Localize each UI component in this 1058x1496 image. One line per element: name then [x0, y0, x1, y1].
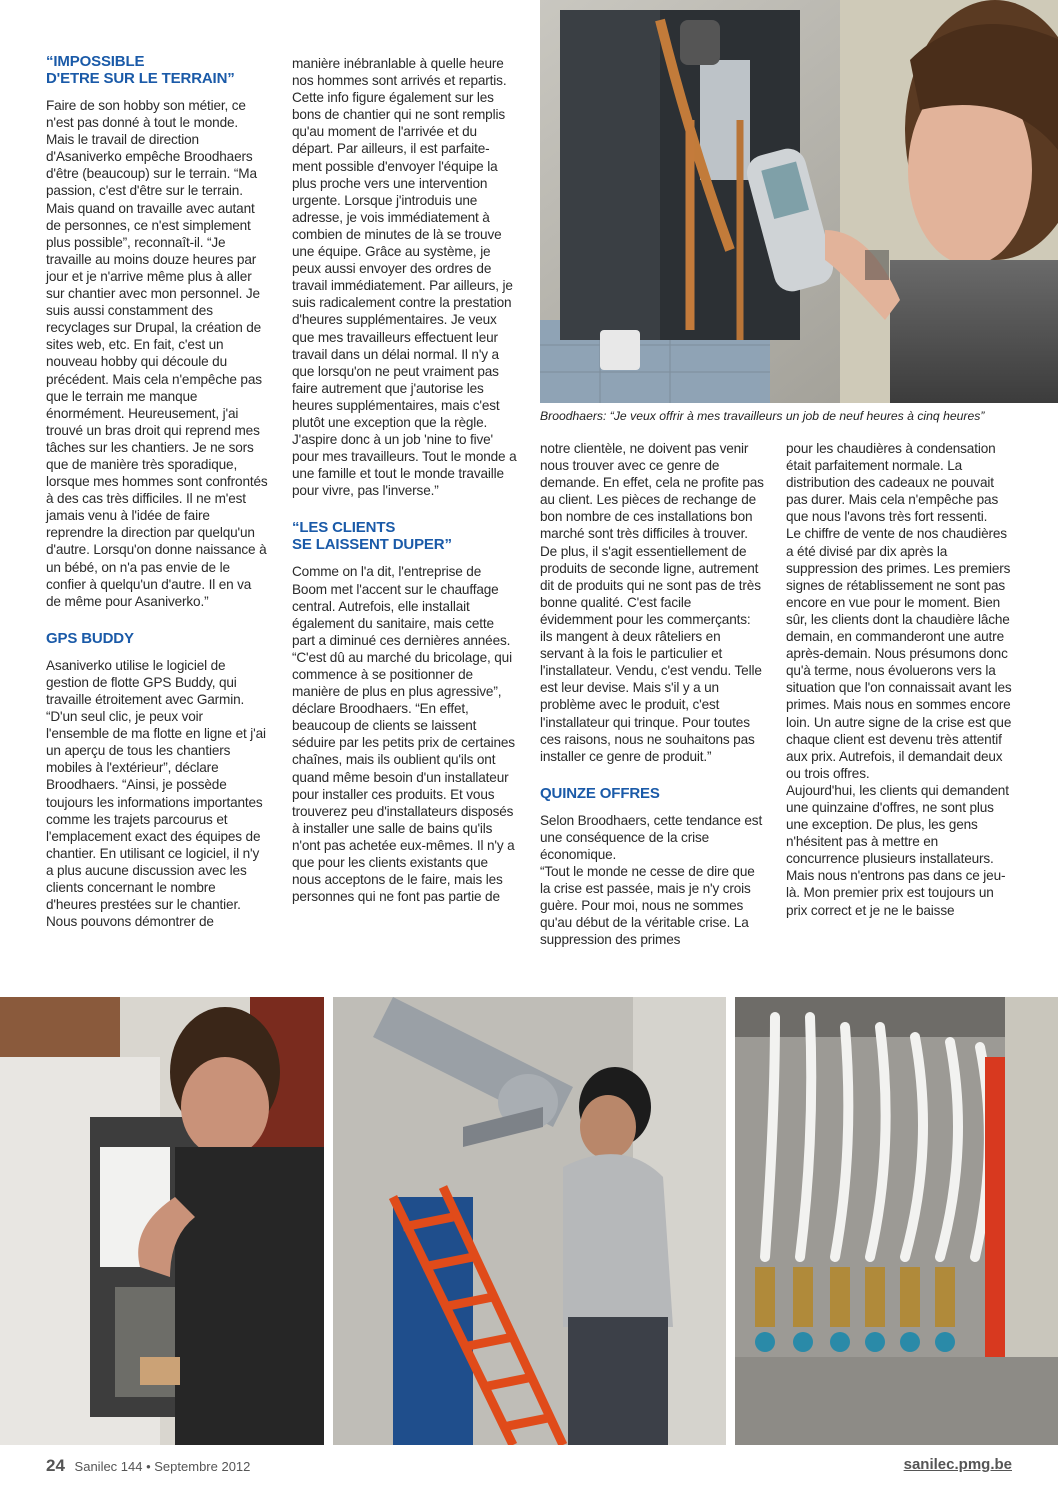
paragraph: Selon Broodhaers, cette tendance est une conséquence de la crise économique. [540, 812, 763, 862]
issue-label: Sanilec 144 • Septembre 2012 [74, 1459, 251, 1474]
paragraph: Le chiffre de vente de nos chaudières a été divisé par dix après la suppression des primes. Les premiers signes de rétablissement ne sont pas encore en vue pour le moment. Bien sûr, les clients dont la chaudière lâche demain, en commanderont une autre après-demain. Nous présumons donc qu'à terme, nous évoluerons vers la situation que l'on connaissait avant les primes. Mais nous en sommes encore loin. Un autre signe de la crise est que chaque client est devenu très attentif aux prix. Autrefois, il demandait deux ou trois offres. [786, 526, 1012, 781]
footer-url-link[interactable]: sanilec.pmg.be [903, 1456, 1012, 1473]
photo-technician-boiler [0, 997, 324, 1445]
heading-line: D'ETRE SUR LE TERRAIN” [46, 70, 235, 87]
column-2 [292, 55, 518, 905]
page-number: 24 [46, 1456, 65, 1475]
photo-technician-ladder [333, 997, 726, 1445]
photo-caption: Broodhaers: “Je veux offrir à mes travailleurs un job de neuf heures à cinq heures” [540, 409, 985, 423]
paragraph: Asaniverko utilise le logiciel de gestion de flotte GPS Buddy, qui travaille étroitement avec Garmin. “D'un seul clic, je peux voir l'ensemble de ma flotte en ligne et j'ai un aperçu de tous les chantiers mobiles à l'extérieur”, déclare Broodhaers. “Ainsi, je possède toujours les informations importantes comme les trajets parcourus et l'emplacement exact des équipes de chantier. En utilisant ce logiciel, il n'y a plus aucune discussion avec les clients concernant le nombre d'heures prestées sur le chantier. Nous pouvons démontrer de [46, 657, 266, 930]
paragraph: “Tout le monde ne cesse de dire que la crise est passée, mais je n'y crois guère. Pour moi, nous ne sommes qu'au début de la véritable crise. La suppression des primes [540, 864, 755, 948]
photo-pipe-manifold [735, 997, 1058, 1445]
heading-line: “LES CLIENTS [292, 519, 396, 537]
heading-line: “IMPOSSIBLE [46, 53, 145, 70]
heading-impossible [46, 53, 268, 87]
column-3 [540, 440, 765, 949]
heading-les-clients [292, 519, 518, 553]
photo-technician-analyzer [540, 0, 1058, 403]
paragraph: manière inébranlable à quelle heure nos hommes sont arrivés et repartis. Cette info figure également sur les bons de chantier qui ne sont remplis qu'au moment de l'arrivée et du départ. Par ailleurs, il est parfaite-ment possible d'envoyer l'équipe la plus proche vers une intervention urgente. Lorsque j'introduis une adresse, je vois immédiatement à combien de minutes de là se trouve une équipe. Grâce au système, je peux aussi envoyer des ordres de travail immédiatement. Par ailleurs, je suis radicalement contre la prestation d'heures supplémentaires. Je veux que mes travailleurs effectuent leur travail dans un délai normal. Il n'y a que lorsqu'on ne peut vraiment pas faire autrement que j'autorise les heures supplémentaires, mais c'est plutôt une exception que la règle. J'aspire donc à un job 'nine to five' pour mes travailleurs. Tout le monde a une famille et tout le monde travaille pour vivre, pas l'inverse.” [292, 56, 517, 499]
paragraph: notre clientèle, ne doivent pas venir nous trouver avec ce genre de demande. En effet, cela ne profite pas au client. Les pièces de rechange de bon nombre de ces installations bon marché sont très difficiles à trouver. De plus, il s'agit essentiellement de produits de seconde ligne, autrement dit de produits qui ne sont pas de très bonne qualité. C'est facile évidemment pour les commerçants: ils mangent à deux râteliers en servant à la fois le particulier et l'installateur. Vendu, c'est vendu. Telle est leur devise. Mais s'il y a un problème avec le produit, c'est l'installateur qui trinque. Pour toutes ces raisons, nous ne souhaitons pas installer ce genre de produit.” [540, 441, 764, 764]
heading-line: SE LAISSENT DUPER” [292, 536, 452, 554]
paragraph: “C'est dû au marché du bricolage, qui commence à se positionner de manière de plus en plus agressive”, déclare Broodhaers. “En effet, beaucoup de clients se laissent séduire par les petits prix de certaines chaînes, mais ils oublient qu'ils ont quand même besoin d'un installateur pour installer ces produits. Et vous trouverez peu d'installateurs disposés à installer une salle de bains qu'ils n'ont pas achetée eux-mêmes. Il n'y a que pour les clients existants que nous acceptons de le faire, mais les personnes qui ne font pas partie de [292, 649, 515, 905]
footer-issue [46, 1456, 250, 1476]
paragraph: pour les chaudières à condensation était parfaitement normale. La distribution des cadeaux ne pouvait pas durer. Mais cela n'empêche pas que nous l'avons très fort ressenti. [786, 441, 999, 525]
column-4 [786, 440, 1014, 919]
paragraph: Faire de son hobby son métier, ce n'est pas donné à tout le monde. Mais le travail de direction d'Asaniverko empêche Broodhaers d'être (beaucoup) sur le terrain. “Ma passion, c'est d'être sur le terrain. Mais quand on travaille avec autant de personnes, ce n'est simplement plus possible”, reconnaît-il. “Je travaille au moins douze heures par jour et je n'arrive même plus à aller sur chantier avec mon personnel. Je suis aussi constamment des recyclages sur Drupal, la création de sites web, etc. En fait, c'est un nouveau hobby qui découle du précédent. Mais cela n'empêche pas que le terrain me manque énormément. Heureusement, j'ai trouvé un bras droit qui reprend mes tâches sur les chantiers. Je ne sors que de manière très sporadique, lorsque mes hommes sont confrontés à des cas très difficiles. Il ne m'est jamais venu à l'idée de faire reprendre la direction par quelqu'un d'autre. Lorsqu'on donne naissance à un bébé, on n'a pas envie de le confier à quelqu'un d'autre. Il en va de même pour Asaniverko.” [46, 98, 268, 609]
column-1 [46, 53, 268, 930]
paragraph: Aujourd'hui, les clients qui demandent une quinzaine d'offres, ne sont plus une exception. De plus, les gens n'hésitent pas à mettre en concurrence plusieurs installateurs. Mais nous n'entrons pas dans ce jeu-là. Mon premier prix est toujours un prix correct et je ne le baisse [786, 782, 1009, 918]
heading-quinze-offres: QUINZE OFFRES [540, 784, 660, 802]
paragraph: Comme on l'a dit, l'entreprise de Boom met l'accent sur le chauffage central. Autrefois, elle installait également du sanitaire, mais cette part a diminué ces dernières années. [292, 564, 511, 648]
heading-gps-buddy: GPS BUDDY [46, 629, 134, 647]
